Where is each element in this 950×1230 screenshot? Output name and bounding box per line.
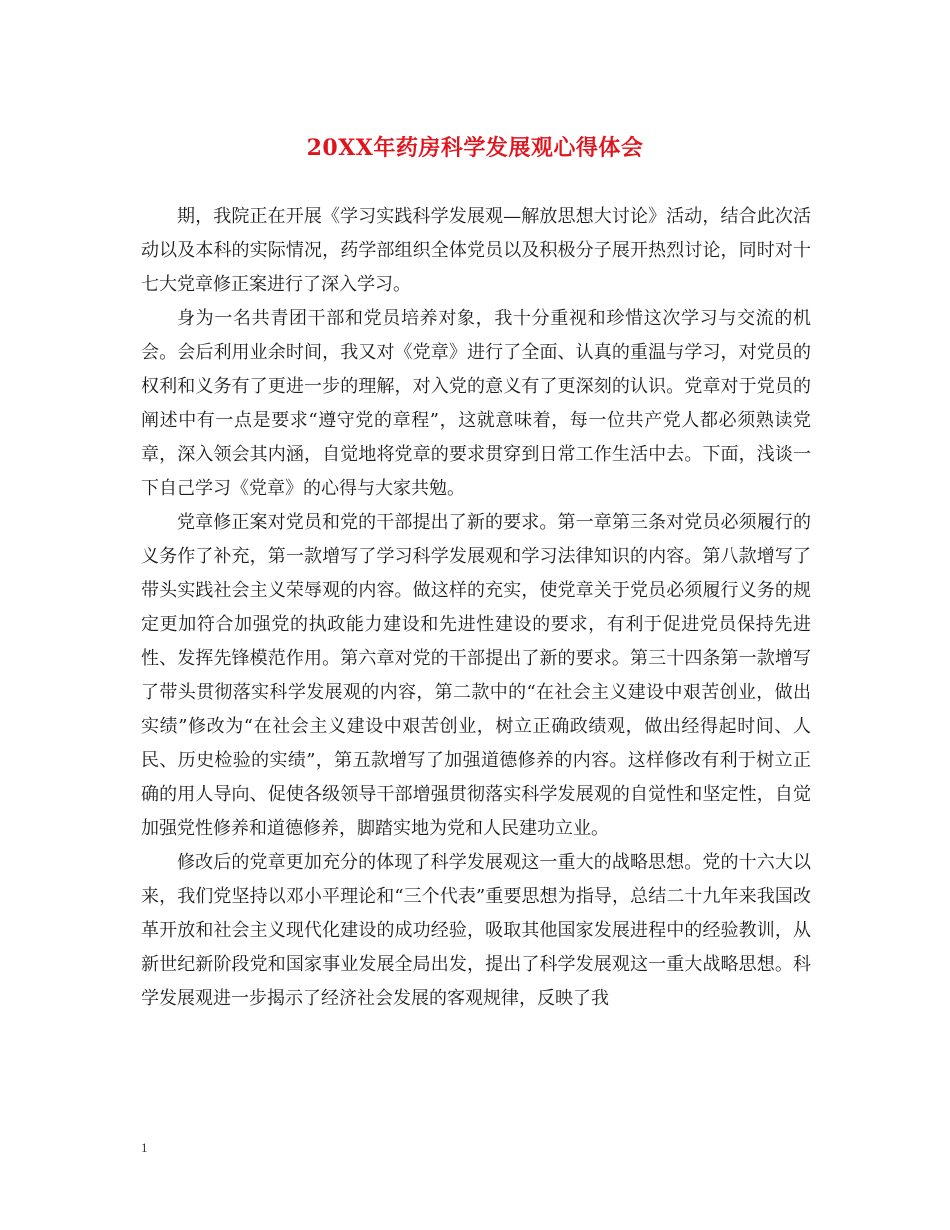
- paragraph-2: 身为一名共青团干部和党员培养对象，我十分重视和珍惜这次学习与交流的机会。会后利用业余时间，我又对《党章》进行了全面、认真的重温与学习，对党员的权利和义务有了更进一步的理解，对入党的意义有了更深刻的认识。党章对于党员的阐述中有一点是要求“遵守党的章程”，这就意味着，每一位共产党人都必须熟读党章，深入领会其内涵，自觉地将党章的要求贯穿到日常工作生活中去。下面，浅谈一下自己学习《党章》的心得与大家共勉。: [141, 308, 811, 499]
- paragraph-3: 党章修正案对党员和党的干部提出了新的要求。第一章第三条对党员必须履行的义务作了补充，第一款增写了学习科学发展观和学习法律知识的内容。第八款增写了带头实践社会主义荣辱观的内容。做这样的充实，使党章关于党员必须履行义务的规定更加符合加强党的执政能力建设和先进性建设的要求，有利于促进党员保持先进性、发挥先锋模范作用。第六章对党的干部提出了新的要求。第三十四条第一款增写了带头贯彻落实科学发展观的内容，第二款中的“在社会主义建设中艰苦创业，做出实绩”修改为“在社会主义建设中艰苦创业，树立正确政绩观，做出经得起时间、人民、历史检验的实绩”，第五款增写了加强道德修养的内容。这样修改有利于树立正确的用人导向、促使各级领导干部增强贯彻落实科学发展观的自觉性和坚定性，自觉加强党性修养和道德修养，脚踏实地为党和人民建功立业。: [141, 512, 811, 839]
- paragraph-1: 期，我院正在开展《学习实践科学发展观—解放思想大讨论》活动，结合此次活动以及本科的实际情况，药学部组织全体党员以及积极分子展开热烈讨论，同时对十七大党章修正案进行了深入学习。: [141, 206, 811, 295]
- paragraph-4: 修改后的党章更加充分的体现了科学发展观这一重大的战略思想。党的十六大以来，我们党坚持以邓小平理论和“三个代表”重要思想为指导，总结二十九年来我国改革开放和社会主义现代化建设的成功经验，吸取其他国家发展进程中的经验教训，从新世纪新阶段党和国家事业发展全局出发，提出了科学发展观这一重大战略思想。科学发展观进一步揭示了经济社会发展的客观规律，反映了我: [141, 852, 811, 1009]
- document-title: 20XX年药房科学发展观心得体会: [306, 135, 644, 161]
- page-number: 1: [141, 1140, 148, 1155]
- document-body: [141, 200, 811, 1016]
